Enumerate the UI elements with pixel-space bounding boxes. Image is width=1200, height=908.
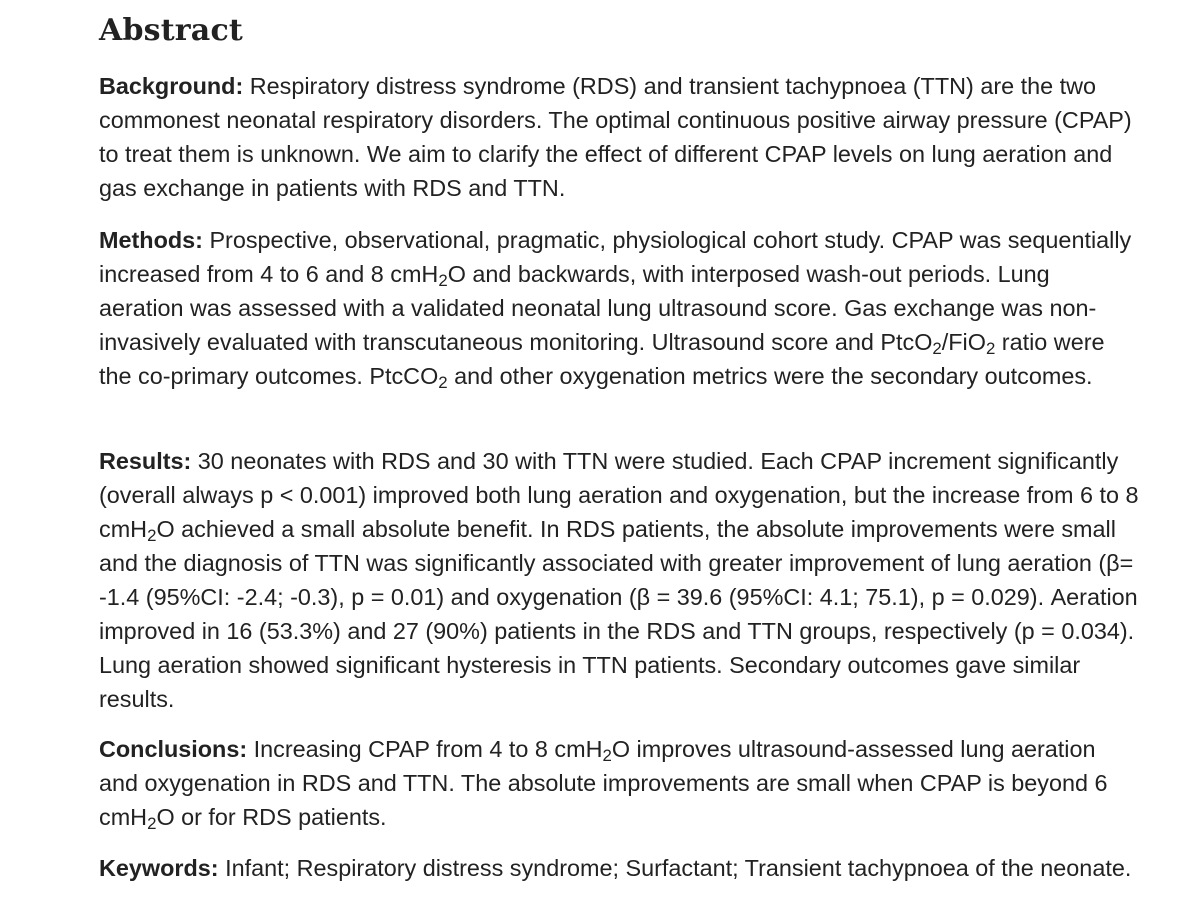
methods-subscript-2: 2 <box>932 339 942 359</box>
results-label: Results: <box>99 448 192 474</box>
results-text-1: 30 neonates with RDS and 30 with TTN were studied. Each CPAP increment significantly (overall always p < 0.001) improved both lung aeration and oxygenation, but the increase from 6 to 8 cmH <box>99 448 1139 542</box>
methods-text-4: ratio were the co-primary outcomes. PtcCO <box>99 329 1105 389</box>
conclusions-label: Conclusions: <box>99 736 248 762</box>
results-text-2: O achieved a small absolute benefit. In RDS patients, the absolute improvements were small and the diagnosis of TTN was significantly associated with greater improvement of lung aeration (β= -1.4 (95%CI: -2.4; -0.3), p = 0.01) and oxygenation (β = 39.6 (95%CI: 4.1; 75.1), p = 0.029). Aeration improved in 16 (53.3%) and 27 (90%) patients in the RDS and TTN groups, respectively (p = 0.034). Lung aeration showed significant hysteresis in TTN patients. Secondary outcomes gave similar results. <box>99 516 1138 712</box>
results-subscript-1: 2 <box>147 526 157 546</box>
keywords-label: Keywords: <box>99 855 219 881</box>
background-text: Respiratory distress syndrome (RDS) and transient tachypnoea (TTN) are the two commonest neonatal respiratory disorders. The optimal continuous positive airway pressure (CPAP) to treat them is unknown. We aim to clarify the effect of different CPAP levels on lung aeration and gas exchange in patients with RDS and TTN. <box>99 73 1132 201</box>
methods-text-2: O and backwards, with interposed wash-out periods. Lung aeration was assessed with a validated neonatal lung ultrasound score. Gas exchange was non-invasively evaluated with transcutaneous monitoring. Ultrasound score and PtcO <box>99 261 1097 355</box>
conclusions-text-2: O improves ultrasound-assessed lung aeration and oxygenation in RDS and TTN. The absolute improvements are small when CPAP is beyond 6 cmH <box>99 736 1108 830</box>
methods-text-5: and other oxygenation metrics were the secondary outcomes. <box>447 363 1093 389</box>
methods-text-3: /FiO <box>941 329 986 355</box>
conclusions-text-3: O or for RDS patients. <box>156 804 387 830</box>
background-label: Background: <box>99 73 244 99</box>
methods-subscript-3: 2 <box>985 339 996 359</box>
methods-label: Methods: <box>99 227 203 253</box>
background-paragraph <box>99 69 1139 205</box>
conclusions-subscript-2: 2 <box>147 814 157 834</box>
conclusions-subscript-1: 2 <box>602 746 612 766</box>
abstract-heading: Abstract <box>99 13 243 48</box>
methods-subscript-4: 2 <box>438 373 448 393</box>
methods-paragraph <box>99 223 1139 393</box>
methods-subscript-1: 2 <box>438 271 448 291</box>
methods-text-1: Prospective, observational, pragmatic, physiological cohort study. CPAP was sequentially increased from 4 to 6 and 8 cmH <box>99 227 1132 287</box>
results-paragraph <box>99 444 1139 716</box>
keywords-paragraph <box>99 851 1139 885</box>
conclusions-paragraph <box>99 732 1139 834</box>
conclusions-text-1: Increasing CPAP from 4 to 8 cmH <box>247 736 603 762</box>
keywords-text: Infant; Respiratory distress syndrome; Surfactant; Transient tachypnoea of the neonate. <box>218 855 1132 881</box>
